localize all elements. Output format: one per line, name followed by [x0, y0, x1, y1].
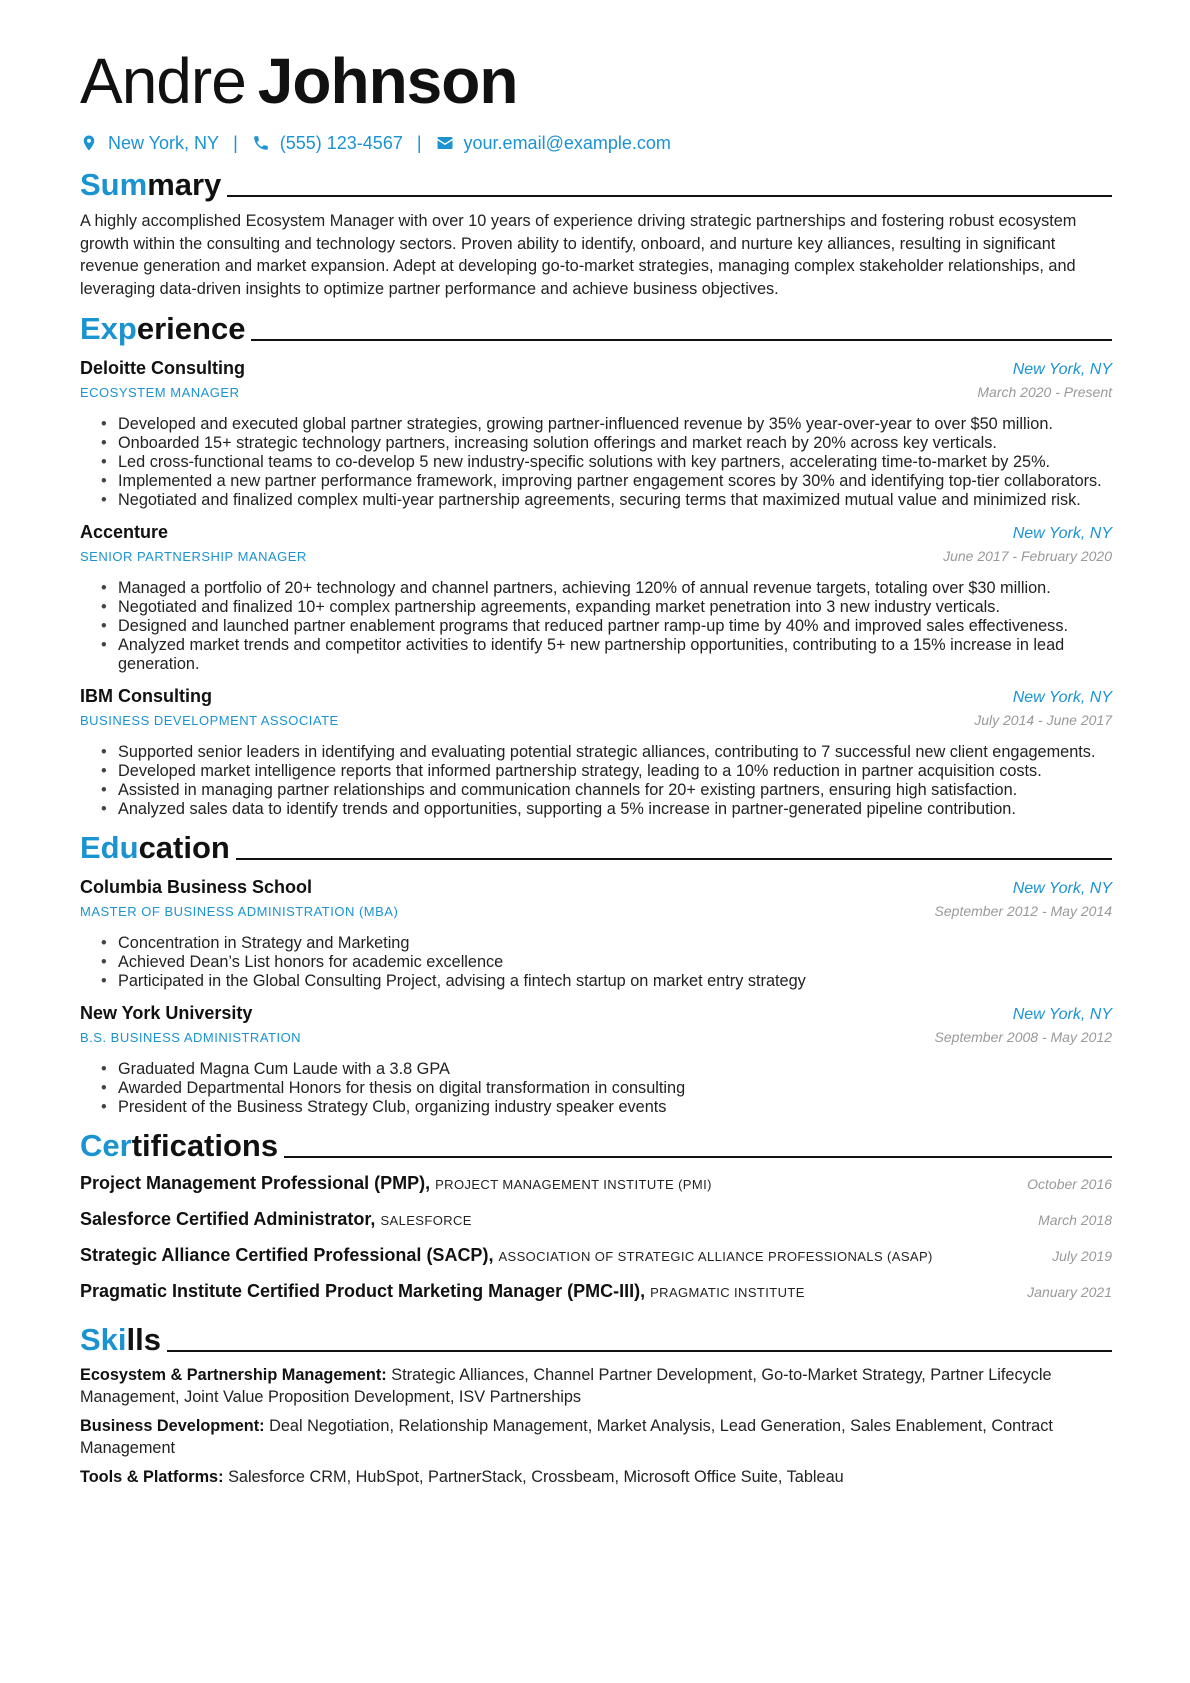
list-item: • Onboarded 15+ strategic technology partners, increasing solution offerings and market reach by 20% across key verticals. — [118, 434, 1112, 453]
section-heading — [80, 1311, 1112, 1357]
section-heading — [80, 819, 1112, 865]
list-item: • Supported senior leaders in identifying and evaluating potential strategic alliances, contributing to 7 successful new client engagements. — [118, 743, 1112, 762]
degree-title: MASTER OF BUSINESS ADMINISTRATION (MBA) — [80, 904, 399, 919]
skills-section — [80, 1311, 1112, 1489]
degree-title: B.S. BUSINESS ADMINISTRATION — [80, 1030, 302, 1045]
list-item: • Negotiated and finalized 10+ complex partnership agreements, expanding market penetration into 3 new industry verticals. — [118, 598, 1112, 617]
skill-label: Tools & Platforms: — [80, 1468, 224, 1486]
contact-separator: | — [416, 132, 422, 153]
last-name: Johnson — [257, 45, 518, 117]
contact-bar — [80, 130, 1112, 156]
entry-dates: September 2008 - May 2012 — [934, 1029, 1112, 1045]
section-rule — [284, 1156, 1112, 1158]
experience-entry — [80, 356, 1112, 510]
entry-location: New York, NY — [1012, 1006, 1112, 1023]
list-item: • Led cross-functional teams to co-develop 5 new industry-specific solutions with key partners, accelerating time-to-market by 25%. — [118, 453, 1112, 472]
phone-text: (555) 123-4567 — [279, 132, 403, 153]
section-title: Skills — [80, 1322, 161, 1357]
entry-dates: June 2017 - February 2020 — [943, 548, 1112, 564]
certification-item: Project Management Professional (PMP), PROJECT MANAGEMENT INSTITUTE (PMI) October 2016 — [80, 1167, 1112, 1203]
entry-location: New York, NY — [1012, 525, 1112, 542]
contact-location — [80, 133, 219, 154]
list-item: • Implemented a new partner performance framework, improving partner engagement scores by 30% and identifying top-tier collaborators. — [118, 472, 1112, 491]
job-title: BUSINESS DEVELOPMENT ASSOCIATE — [80, 713, 339, 728]
job-title: ECOSYSTEM MANAGER — [80, 385, 240, 400]
section-title: Certifications — [80, 1128, 279, 1163]
experience-entry — [80, 520, 1112, 674]
entry-dates: September 2012 - May 2014 — [934, 903, 1112, 919]
contact-email[interactable] — [436, 133, 671, 154]
list-item: • Developed market intelligence reports that informed partnership strategy, leading to a 10% reduction in partner acquisition costs. — [118, 762, 1112, 781]
skill-label: Ecosystem & Partnership Management: — [80, 1366, 387, 1384]
section-title: Experience — [80, 311, 246, 346]
summary-section — [80, 156, 1112, 300]
section-heading — [80, 300, 1112, 346]
skill-values: Deal Negotiation, Relationship Management, Market Analysis, Lead Generation, Sales Enablement, Contract Management — [80, 1417, 1053, 1457]
cert-issuer: SALESFORCE — [380, 1213, 472, 1228]
cert-issuer: PRAGMATIC INSTITUTE — [650, 1285, 805, 1300]
skill-label: Business Development: — [80, 1417, 265, 1435]
cert-name: Pragmatic Institute Certified Product Marketing Manager (PMC-III) — [80, 1281, 641, 1301]
education-entry — [80, 1001, 1112, 1117]
list-item: • Participated in the Global Consulting Project, advising a fintech startup on market entry strategy — [118, 972, 1112, 991]
entry-location: New York, NY — [1012, 361, 1112, 378]
list-item: • Assisted in managing partner relationships and communication channels for 20+ existing partners, ensuring high satisfaction. — [118, 781, 1112, 800]
cert-issuer: PROJECT MANAGEMENT INSTITUTE (PMI) — [435, 1177, 712, 1192]
entry-location: New York, NY — [1012, 880, 1112, 897]
skill-group — [80, 1416, 1112, 1459]
bullet-list — [80, 743, 1112, 819]
cert-issuer: ASSOCIATION OF STRATEGIC ALLIANCE PROFESSIONALS (ASAP) — [498, 1249, 933, 1264]
entry-dates: July 2014 - June 2017 — [974, 712, 1112, 728]
list-item: • Analyzed market trends and competitor activities to identify 5+ new partnership opportunities, contributing to a 15% increase in lead generation. — [118, 636, 1112, 674]
list-item: • Awarded Departmental Honors for thesis on digital transformation in consulting — [118, 1079, 1112, 1098]
section-rule — [167, 1350, 1112, 1352]
school-name: New York University — [80, 1003, 253, 1023]
list-item: • Achieved Dean’s List honors for academic excellence — [118, 953, 1112, 972]
experience-section — [80, 300, 1112, 819]
cert-date: January 2021 — [1027, 1284, 1112, 1300]
skill-group — [80, 1365, 1112, 1408]
section-rule — [236, 858, 1112, 860]
company-name: Accenture — [80, 522, 169, 542]
experience-entry — [80, 684, 1112, 819]
certification-item: Strategic Alliance Certified Professional (SACP), ASSOCIATION OF STRATEGIC ALLIANCE PROFESSIONALS (ASAP) July 2019 — [80, 1239, 1112, 1275]
skill-group — [80, 1467, 1112, 1489]
certification-item: Pragmatic Institute Certified Product Marketing Manager (PMC-III), PRAGMATIC INSTITUTE January 2021 — [80, 1275, 1112, 1311]
list-item: • Analyzed sales data to identify trends and opportunities, supporting a 5% increase in partner-generated pipeline contribution. — [118, 800, 1112, 819]
skill-values: Strategic Alliances, Channel Partner Development, Go-to-Market Strategy, Partner Lifecycle Management, Joint Value Proposition Development, ISV Partnerships — [80, 1366, 1052, 1406]
cert-name: Salesforce Certified Administrator — [80, 1209, 371, 1229]
entry-location: New York, NY — [1012, 689, 1112, 706]
map-marker-icon — [80, 134, 98, 152]
skill-values: Salesforce CRM, HubSpot, PartnerStack, Crossbeam, Microsoft Office Suite, Tableau — [228, 1468, 844, 1486]
job-title: SENIOR PARTNERSHIP MANAGER — [80, 549, 307, 564]
bullet-list — [80, 1060, 1112, 1117]
list-item: • Developed and executed global partner strategies, growing partner-influenced revenue by 35% year-over-year to over $50 million. — [118, 415, 1112, 434]
company-name: Deloitte Consulting — [80, 358, 245, 378]
contact-separator: | — [233, 132, 238, 153]
list-item: • Designed and launched partner enablement programs that reduced partner ramp-up time by 40% and improved sales effectiveness. — [118, 617, 1112, 636]
section-rule — [251, 339, 1112, 341]
bullet-list — [80, 934, 1112, 991]
education-entry — [80, 875, 1112, 991]
summary-text: A highly accomplished Ecosystem Manager with over 10 years of experience driving strategic partnerships and fostering robust ecosystem growth within the consulting and technology sectors. Proven ability to identify, onboard, and nurture key alliances, resulting in significant revenue generation and market expansion. Adept at developing go-to-market strategies, managing complex stakeholder relationships, and leveraging data-driven insights to optimize partner performance and achieve business objectives. — [80, 212, 1077, 298]
list-item: • Concentration in Strategy and Marketing — [118, 934, 1112, 953]
section-title: Education — [80, 830, 230, 865]
entry-dates: March 2020 - Present — [977, 384, 1112, 400]
section-heading — [80, 156, 1112, 202]
first-name: Andre — [80, 45, 246, 117]
bullet-list — [80, 415, 1112, 510]
cert-date: March 2018 — [1038, 1212, 1112, 1228]
contact-phone[interactable] — [252, 133, 403, 154]
list-item: • President of the Business Strategy Club, organizing industry speaker events — [118, 1098, 1112, 1117]
cert-date: July 2019 — [1052, 1248, 1112, 1264]
certification-item: Salesforce Certified Administrator, SALESFORCE March 2018 — [80, 1203, 1112, 1239]
education-section — [80, 819, 1112, 1117]
cert-date: October 2016 — [1027, 1176, 1112, 1192]
email-link: your.email@example.com — [463, 132, 671, 153]
cert-name: Project Management Professional (PMP) — [80, 1173, 426, 1193]
bullet-list — [80, 579, 1112, 674]
list-item: • Graduated Magna Cum Laude with a 3.8 GPA — [118, 1060, 1112, 1079]
school-name: Columbia Business School — [80, 877, 313, 897]
list-item: • Negotiated and finalized complex multi-year partnership agreements, securing terms that maximized mutual value and minimized risk. — [118, 491, 1112, 510]
section-rule — [227, 195, 1112, 197]
candidate-name — [80, 42, 1112, 120]
section-title: Summary — [80, 167, 222, 202]
location-text: New York, NY — [108, 132, 220, 153]
envelope-icon — [436, 134, 454, 152]
certifications-section — [80, 1117, 1112, 1311]
cert-name: Strategic Alliance Certified Professional (SACP) — [80, 1245, 489, 1265]
list-item: • Managed a portfolio of 20+ technology and channel partners, achieving 120% of annual revenue targets, totaling over $30 million. — [118, 579, 1112, 598]
section-heading — [80, 1117, 1112, 1163]
phone-icon — [252, 134, 270, 152]
company-name: IBM Consulting — [80, 686, 212, 706]
